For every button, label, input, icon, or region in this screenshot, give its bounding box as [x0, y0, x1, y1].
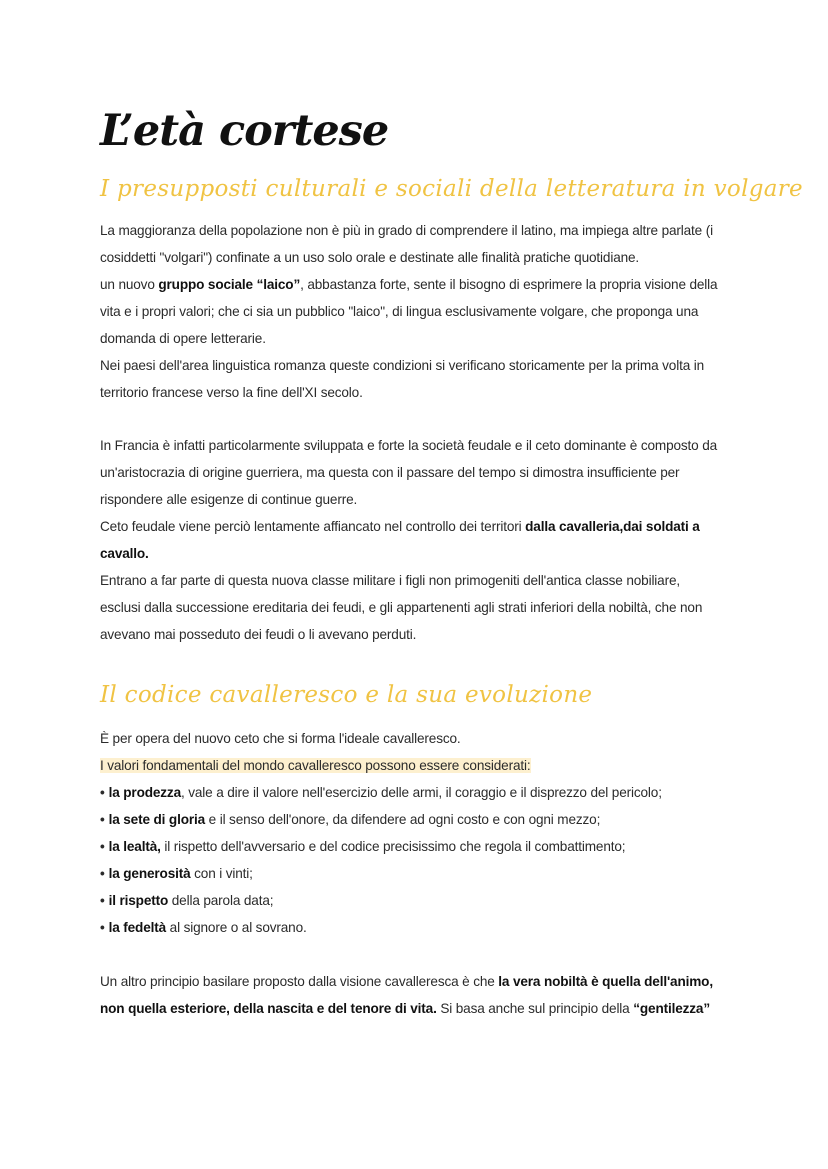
- bold-term-cavalleria: dalla cavalleria,dai soldati a cavallo.: [100, 519, 700, 561]
- list-item: [100, 806, 720, 833]
- paragraph-latino: [100, 217, 720, 406]
- bold-term-gentilezza: gentilezza: [639, 1001, 704, 1016]
- paragraph-francia: [100, 432, 720, 648]
- paragraph-valori: [100, 725, 720, 941]
- bullet-icon: •: [100, 920, 105, 935]
- value-term: la lealtà,: [108, 839, 161, 854]
- paragraph-nobilta: [100, 968, 720, 1022]
- value-desc: con i vinti;: [190, 866, 253, 881]
- list-item: [100, 860, 720, 887]
- section-heading-presupposti: I presupposti culturali e sociali della letteratura in volgare: [100, 176, 803, 202]
- list-item: [100, 914, 720, 941]
- paragraph-text: In Francia è infatti particolarmente sviluppata e forte la società feudale e il ceto dominante è composto da un'aristocrazia di origine guerriera, ma questa con il passare del tempo si dimostra insufficiente per rispondere alle esigenze di continue guerre.: [100, 438, 718, 507]
- value-desc: , vale a dire il valore nell'esercizio delle armi, il coraggio e il disprezzo del pericolo;: [181, 785, 662, 800]
- value-term: la generosità: [108, 866, 191, 881]
- paragraph-text: È per opera del nuovo ceto che si forma l'ideale cavalleresco.: [100, 731, 461, 746]
- highlighted-text: I valori fondamentali del mondo cavalleresco possono essere considerati:: [100, 758, 531, 773]
- values-list: [100, 779, 720, 941]
- value-term: la sete di gloria: [108, 812, 206, 827]
- bullet-icon: •: [100, 839, 105, 854]
- bullet-icon: •: [100, 785, 105, 800]
- paragraph-text: Si basa anche sul principio della: [436, 1001, 634, 1016]
- page-title: L’età cortese: [100, 106, 389, 156]
- value-term: il rispetto: [108, 893, 169, 908]
- list-item: [100, 833, 720, 860]
- value-term: la fedeltà: [108, 920, 167, 935]
- quote-close: ”: [703, 1001, 710, 1016]
- section-heading-codice: Il codice cavalleresco e la sua evoluzione: [100, 682, 593, 708]
- paragraph-text: Entrano a far parte di questa nuova classe militare i figli non primogeniti dell'antica classe nobiliare, esclusi dalla successione ereditaria dei feudi, e gli appartenenti agli strati inferiori della nobiltà, che non avevano mai posseduto dei feudi o li avevano perduti.: [100, 573, 703, 642]
- list-item: [100, 887, 720, 914]
- paragraph-text: Nei paesi dell'area linguistica romanza queste condizioni si verificano storicamente per la prima volta in territorio francese verso la fine dell'XI secolo.: [100, 358, 705, 400]
- bullet-icon: •: [100, 866, 105, 881]
- list-item: [100, 779, 720, 806]
- value-desc: della parola data;: [168, 893, 274, 908]
- value-desc: al signore o al sovrano.: [166, 920, 307, 935]
- paragraph-text: , abbastanza forte, sente il bisogno di esprimere la propria visione della vita e i propri valori; che ci sia un pubblico "laico", di lingua esclusivamente volgare, che proponga una domanda di opere letterarie.: [100, 277, 718, 346]
- bold-term-nobilta: la vera nobiltà è quella dell'animo, non quella esteriore, della nascita e del tenore di vita.: [100, 974, 713, 1016]
- paragraph-text: La maggioranza della popolazione non è più in grado di comprendere il latino, ma impiega altre parlate (i cosiddetti "volgari") confinate a un uso solo orale e destinate alle finalità pratiche quotidiane.: [100, 223, 713, 265]
- paragraph-text: Ceto feudale viene perciò lentamente affiancato nel controllo dei territori: [100, 519, 526, 534]
- quote-open: “: [633, 1001, 640, 1016]
- paragraph-text: Un altro principio basilare proposto dalla visione cavalleresca è che: [100, 974, 499, 989]
- bold-term-gruppo-sociale: gruppo sociale “laico”: [158, 277, 301, 292]
- bullet-icon: •: [100, 812, 105, 827]
- bullet-icon: •: [100, 893, 105, 908]
- paragraph-text: un nuovo: [100, 277, 159, 292]
- value-desc: e il senso dell'onore, da difendere ad ogni costo e con ogni mezzo;: [205, 812, 601, 827]
- value-desc: il rispetto dell'avversario e del codice precisissimo che regola il combattimento;: [160, 839, 626, 854]
- value-term: la prodezza: [108, 785, 181, 800]
